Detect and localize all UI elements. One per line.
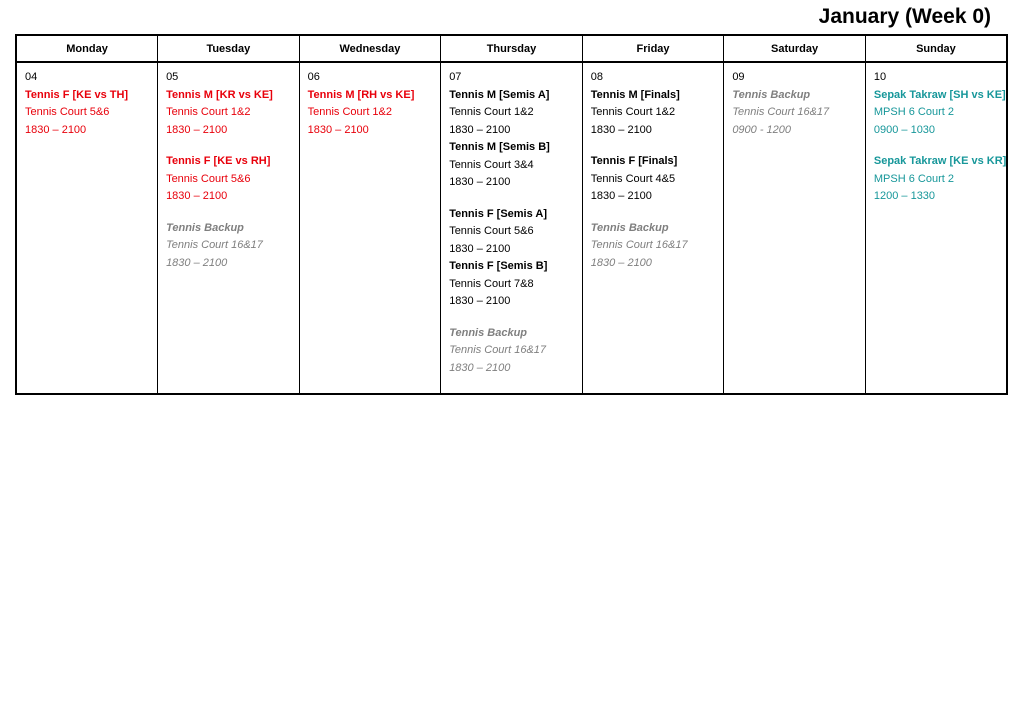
event-title: Tennis M [Finals]: [590, 88, 680, 101]
event-time: 1830 – 2100: [166, 190, 228, 202]
event-title: Tennis F [Semis A]: [449, 207, 547, 220]
event-time: 1830 – 2100: [590, 190, 652, 202]
event-venue: Tennis Court 4&5: [590, 172, 676, 185]
event-time: 1830 – 2100: [166, 256, 228, 269]
event-title: Tennis F [Semis B]: [449, 260, 548, 272]
event-title: Tennis F [KE vs TH]: [25, 88, 129, 101]
day-header-sunday: Sunday: [865, 35, 1007, 62]
weekly-schedule-table: [15, 34, 1008, 395]
event-time: 1830 – 2100: [449, 361, 511, 374]
event-entry: [591, 87, 716, 140]
day-header-wednesday: Wednesday: [299, 35, 441, 62]
day-cell-monday: [16, 62, 158, 394]
event-entry: [449, 87, 574, 140]
event-title: Sepak Takraw [SH vs KE]: [873, 88, 1006, 101]
event-venue: Tennis Court 7&8: [449, 277, 534, 290]
date-label: 05: [166, 71, 179, 83]
event-title: Tennis M [Semis B]: [449, 141, 550, 153]
day-header-tuesday: Tuesday: [158, 35, 300, 62]
event-time: 0900 - 1200: [732, 123, 792, 136]
date-label: 08: [590, 71, 603, 83]
day-header-thursday: Thursday: [441, 35, 583, 62]
event-venue: MPSH 6 Court 2: [873, 106, 954, 118]
event-entry-backup: [591, 220, 716, 273]
event-time: 1830 – 2100: [590, 123, 652, 136]
event-time: 1830 – 2100: [449, 176, 511, 188]
date-label: 06: [307, 71, 320, 83]
day-header-row: [16, 35, 1007, 62]
day-cell-sunday: [865, 62, 1007, 394]
event-time: 1200 – 1330: [873, 190, 936, 202]
event-venue: Tennis Court 16&17: [449, 344, 547, 356]
day-cell-friday: [582, 62, 724, 394]
event-entry: [166, 153, 291, 206]
event-entry: [449, 139, 574, 192]
day-cell-row: [16, 62, 1007, 394]
day-cell-thursday: [441, 62, 583, 394]
event-venue: Tennis Court 1&2: [590, 106, 676, 118]
event-title: Tennis M [KR vs KE]: [166, 88, 273, 101]
event-time: 0900 – 1030: [873, 123, 936, 136]
event-venue: Tennis Court 5&6: [25, 106, 110, 118]
event-title: Tennis Backup: [449, 326, 528, 339]
event-time: 1830 – 2100: [25, 123, 87, 136]
event-title: Tennis Backup: [166, 221, 244, 234]
event-entry-backup: [166, 220, 291, 273]
event-time: 1830 – 2100: [449, 123, 511, 136]
event-venue: Tennis Court 5&6: [166, 172, 251, 185]
event-time: 1830 – 2100: [166, 123, 228, 136]
event-time: 1830 – 2100: [449, 295, 511, 307]
event-venue: Tennis Court 1&2: [307, 106, 393, 118]
event-venue: Tennis Court 16&17: [590, 239, 688, 251]
event-venue: Tennis Court 1&2: [449, 106, 534, 118]
event-venue: Tennis Court 16&17: [166, 239, 263, 251]
event-entry: [308, 87, 433, 140]
event-entry: [166, 87, 291, 140]
event-time: 1830 – 2100: [590, 256, 652, 269]
date-label: 10: [873, 71, 887, 83]
event-title: Tennis Backup: [590, 221, 669, 234]
event-entry: [591, 153, 716, 206]
event-venue: Tennis Court 16&17: [732, 106, 830, 118]
day-cell-tuesday: [158, 62, 300, 394]
event-title: Tennis M [Semis A]: [449, 88, 550, 101]
event-entry: [449, 258, 574, 311]
event-title: Tennis F [KE vs RH]: [166, 155, 271, 167]
date-label: 09: [732, 71, 745, 83]
event-entry-backup: [732, 87, 857, 140]
event-venue: MPSH 6 Court 2: [873, 172, 954, 185]
event-venue: Tennis Court 1&2: [166, 106, 251, 118]
event-entry: [449, 206, 574, 259]
event-entry: [873, 153, 1007, 206]
event-entry-backup: [449, 325, 574, 378]
day-header-monday: Monday: [16, 35, 158, 62]
day-cell-saturday: [724, 62, 866, 394]
event-venue: Tennis Court 5&6: [449, 225, 534, 237]
day-header-friday: Friday: [582, 35, 724, 62]
page-title: January (Week 0): [818, 5, 991, 28]
event-title: Sepak Takraw [KE vs KR]: [873, 155, 1007, 167]
event-venue: Tennis Court 3&4: [449, 158, 534, 171]
date-label: 07: [449, 71, 462, 83]
event-entry: [25, 87, 149, 140]
day-header-saturday: Saturday: [724, 35, 866, 62]
event-time: 1830 – 2100: [307, 123, 369, 136]
event-title: Tennis Backup: [732, 88, 811, 101]
event-title: Tennis M [RH vs KE]: [307, 88, 415, 101]
date-label: 04: [25, 71, 38, 83]
day-cell-wednesday: [299, 62, 441, 394]
event-title: Tennis F [Finals]: [590, 155, 678, 167]
event-time: 1830 – 2100: [449, 242, 511, 255]
event-entry: [873, 87, 1006, 140]
